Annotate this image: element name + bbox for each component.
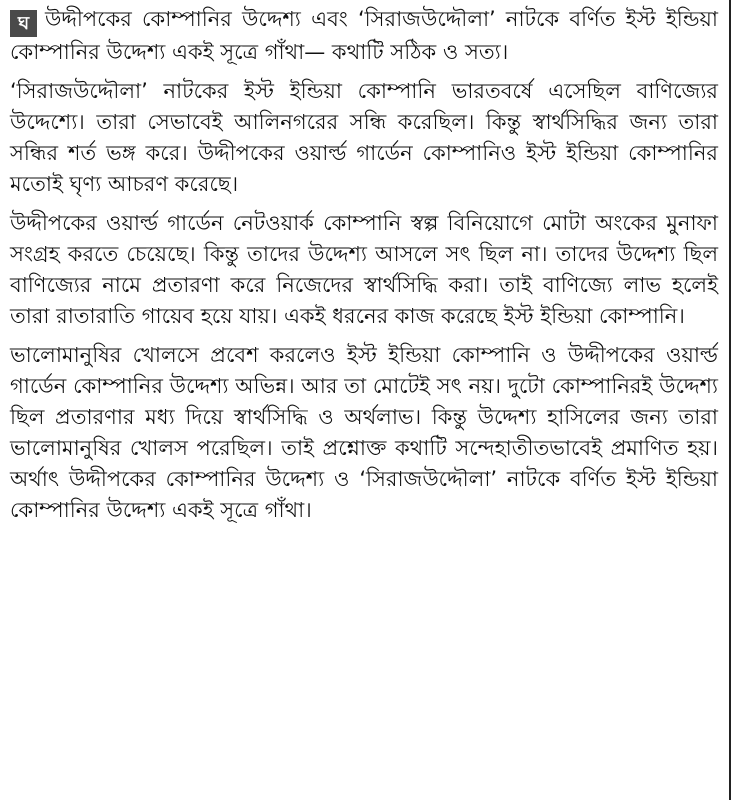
paragraph-1-text: উদ্দীপকের কোম্পানির উদ্দেশ্য এবং ‘সিরাজউদ্দৌলা’ নাটকে বর্ণিত ইস্ট ইন্ডিয়া কোম্পানির উদ্দেশ্য একই সূত্রে গাঁথা— কথাটি সঠিক ও সত্য। <box>10 7 718 64</box>
paragraph-4: ভালোমানুষির খোলসে প্রবেশ করলেও ইস্ট ইন্ডিয়া কোম্পানি ও উদ্দীপকের ওয়ার্ল্ড গার্ডেন কোম্পানির উদ্দেশ্য অভিন্ন। আর তা মোটেই সৎ নয়। দুটো কোম্পানিরই উদ্দেশ্য ছিল প্রতারণার মধ্য দিয়ে স্বার্থসিদ্ধি ও অর্থলাভ। কিন্তু উদ্দেশ্য হাসিলের জন্য তারা ভালোমানুষির খোলস পরেছিল। তাই প্রশ্নোক্ত কথাটি সন্দেহাতীতভাবেই প্রমাণিত হয়। অর্থাৎ উদ্দীপকের কোম্পানির উদ্দেশ্য ও ‘সিরাজউদ্দৌলা’ নাটকে বর্ণিত ইস্ট ইন্ডিয়া কোম্পানির উদ্দেশ্য একই সূত্রে গাঁথা। <box>10 343 718 522</box>
answer-content <box>10 4 718 534</box>
paragraph-1 <box>10 4 718 68</box>
paragraph-3: উদ্দীপকের ওয়ার্ল্ড গার্ডেন নেটওয়ার্ক কোম্পানি স্বল্প বিনিয়োগে মোটা অংকের মুনাফা সংগ্রহ করতে চেয়েছে। কিন্তু তাদের উদ্দেশ্য আসলে সৎ ছিল না। তাদের উদ্দেশ্য ছিল বাণিজ্যের নামে প্রতারণা করে নিজেদের স্বার্থসিদ্ধি করা। তাই বাণিজ্যে লাভ হলেই তারা রাতারাতি গায়েব হয়ে যায়। একই ধরনের কাজ করেছে ইস্ট ইন্ডিয়া কোম্পানি। <box>10 211 718 328</box>
question-marker-badge: ঘ <box>10 10 37 37</box>
paragraph-2: ‘সিরাজউদ্দৌলা’ নাটকের ইস্ট ইন্ডিয়া কোম্পানি ভারতবর্ষে এসেছিল বাণিজ্যের উদ্দেশ্যে। তারা সেভাবেই আলিনগরের সন্ধি করেছিল। কিন্তু স্বার্থসিদ্ধির জন্য তারা সন্ধির শর্ত ভঙ্গ করে। উদ্দীপকের ওয়ার্ল্ড গার্ডেন কোম্পানিও ইস্ট ইন্ডিয়া কোম্পানির মতোই ঘৃণ্য আচরণ করেছে। <box>10 79 718 196</box>
right-border-rule <box>729 0 731 800</box>
